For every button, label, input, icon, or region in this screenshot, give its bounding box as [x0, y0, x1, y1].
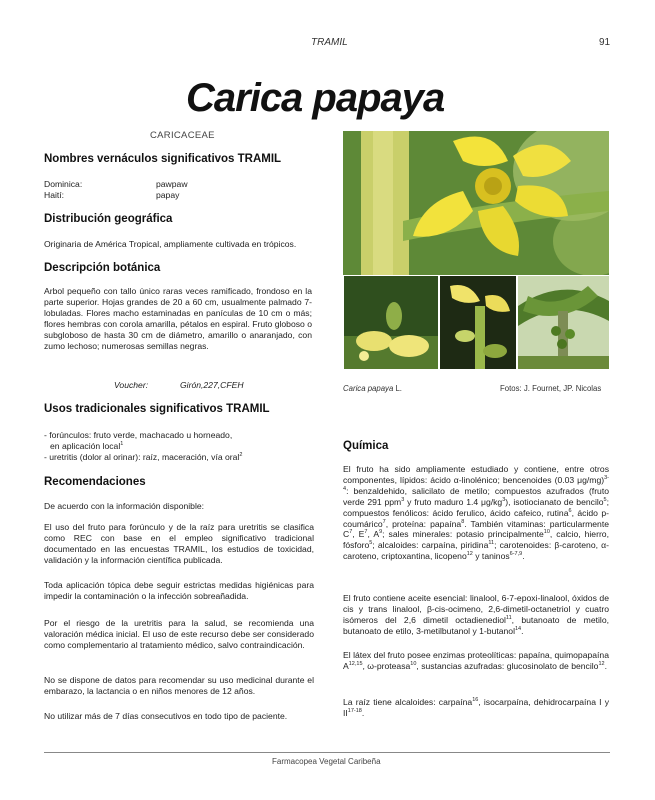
- footer-text: Farmacopea Vegetal Caribeña: [272, 757, 381, 766]
- distribution-heading: Distribución geográfica: [44, 213, 173, 225]
- chem-text: , A: [367, 529, 380, 540]
- use-item-2-text: - uretritis (dolor al orinar): raíz, maceración, vía oral: [44, 452, 240, 462]
- caption-species: Carica papaya: [343, 384, 394, 393]
- chem-text: .: [604, 660, 607, 671]
- chem-ref: 10: [410, 661, 417, 668]
- chem-ref: 3: [502, 496, 506, 503]
- vernacular-place: Dominica:: [44, 179, 83, 189]
- family-name: CARICACEAE: [150, 130, 215, 141]
- figure-caption: [343, 384, 402, 393]
- use-item-1: [44, 430, 232, 440]
- chem-text: , calcio, hierro, fósforo: [343, 529, 609, 551]
- use-item-1-cont: [50, 441, 123, 451]
- botanical-heading: Descripción botánica: [44, 262, 161, 274]
- chem-text: .: [522, 551, 525, 562]
- chemistry-paragraph-3: [343, 650, 609, 672]
- chem-text: , ácido p-coumárico: [343, 507, 609, 529]
- botanical-text: [44, 286, 312, 351]
- flowers-photo-1: [344, 276, 438, 369]
- distribution-text: Originaria de América Tropical, ampliamente cultivada en trópicos.: [44, 239, 297, 249]
- main-flower-photo: [343, 131, 609, 275]
- chem-ref: 9: [379, 529, 383, 536]
- recommendations-text: [44, 501, 314, 512]
- chem-ref: 3: [401, 496, 405, 503]
- chemistry-paragraph-4: [343, 697, 609, 719]
- chem-text: , proteína: papaína: [385, 518, 462, 529]
- chem-text: y fruto maduro 1.4 μg/kg: [404, 496, 503, 507]
- chem-text: El látex del fruto posee enzimas proteolíticas: papaína, quimopapaína A: [343, 650, 609, 671]
- use-item-1-line-2: en aplicación local: [50, 441, 121, 451]
- recommendation-paragraph: Por el riesgo de la uretritis para la salud, se recomienda una valoración médica inicial. El uso de este recurso debe ser considerado como complementario al tratamiento médico, salvo contraindicación.: [44, 618, 314, 650]
- recommendations-heading: Recomendaciones: [44, 476, 146, 488]
- vernacular-name: pawpaw: [156, 179, 188, 189]
- chem-ref: 12: [466, 551, 473, 558]
- chem-ref: 11: [505, 614, 512, 621]
- chem-ref: 6-7,9: [509, 551, 523, 558]
- species-title: Carica papaya: [186, 76, 445, 120]
- chemistry-paragraph-2: [343, 593, 609, 637]
- papaya-tree-photo: [518, 276, 609, 369]
- chem-text: , sustancias azufradas: glucosinolato de bencilo: [416, 660, 599, 671]
- use-item-2-ref: 2: [239, 452, 243, 459]
- use-item-2: [44, 452, 242, 462]
- chem-text: , isocarpaína, dehidrocarpaína I y II: [343, 697, 609, 718]
- chem-text: ; carotenoides: β-caroteno, α-caroteno, criptoxantina, licopeno: [343, 540, 609, 562]
- chem-ref: 14: [515, 625, 522, 632]
- chemistry-heading: Química: [343, 440, 389, 452]
- flowers-illustration-1: [344, 276, 438, 369]
- recommendation-paragraph: Toda aplicación tópica debe seguir estrictas medidas higiénicas para impedir la contaminación o la infección sobreañadida.: [44, 580, 314, 601]
- voucher-value: Girón,227,CFEH: [180, 380, 244, 390]
- voucher-label: Voucher:: [114, 380, 149, 390]
- chem-ref: 17-18: [347, 708, 362, 715]
- recommendations-text: [44, 618, 314, 651]
- photo-credits: Fotos: J. Fournet, JP. Nicolas: [500, 384, 602, 393]
- running-header: TRAMIL: [311, 37, 348, 48]
- chem-text: El fruto contiene aceite esencial: linalool, 6-7-epoxi-linalool, óxidos de cis y trans linalool, β-cis-ocimeno, 2,6-dimetil-octanetriol y cuatro isómeros del 2,6 dimetil octadienediol: [343, 593, 609, 625]
- chem-ref: 12: [598, 661, 605, 668]
- flower-illustration: [343, 131, 609, 275]
- chem-ref: 8: [461, 518, 465, 525]
- uses-heading: Usos tradicionales significativos TRAMIL: [44, 403, 270, 415]
- chem-text: y taninos: [472, 551, 510, 562]
- chem-text: , E: [352, 529, 365, 540]
- chem-ref: 16: [472, 697, 479, 704]
- chemistry-paragraph-1: [343, 464, 609, 562]
- vernacular-name: papay: [156, 190, 180, 200]
- papaya-tree-illustration: [518, 276, 609, 369]
- chem-text: ; compuestos fenólicos: ácido ferulico, ácido cafeico, rutina: [343, 496, 609, 518]
- chem-text: , butanoato de metilo, butanoato de etilo, 3-metilbutanol y 1-butanol: [343, 614, 609, 636]
- vernacular-place: Haití:: [44, 190, 65, 200]
- chem-ref: 12,15: [348, 661, 363, 668]
- recommendation-paragraph: El uso del fruto para forúnculo y de la raíz para uretritis se clasifica como REC con base en el empleo significativo tradicional documentado en las encuestas TRAMIL, los estudios de toxicidad, validación y la información científica publicada.: [44, 522, 314, 565]
- use-item-1-ref: 1: [120, 441, 124, 448]
- flowers-illustration-2: [440, 276, 516, 369]
- chem-ref: 3-4: [343, 475, 609, 492]
- chem-text: ; sales minerales: potasio principalmente: [382, 529, 544, 540]
- chem-text: .: [361, 707, 365, 718]
- chem-ref: 6: [568, 507, 572, 514]
- chem-text: . También vitaminas: particularmente C: [343, 518, 609, 540]
- chem-text: , ω-proteasa: [362, 660, 411, 671]
- chem-text: La raíz tiene alcaloides: carpaína: [343, 697, 473, 707]
- chem-ref: 10: [543, 529, 550, 536]
- chem-text: El fruto ha sido ampliamente estudiado y contiene, entre otros componentes, lípidos: ácido α-linolénico; bencenoides (0.03 μg/mg): [343, 464, 609, 485]
- botanical-paragraph: Arbol pequeño con tallo único raras veces ramificado, frondoso en la parte superior. Hojas grandes de 20 a 60 cm, usualmente palmado 7-lobuladas. Flores macho estaminadas en panículas de 10 cm o más; flores hembras con corola amarilla, pétalos en espiral. Fruto globoso o subgloboso de hasta 30 cm de diámetro, amarillo o anaranjado, con zumo lechoso; numerosas semillas negras.: [44, 286, 312, 351]
- recommendations-text: [44, 580, 314, 602]
- vernacular-heading: Nombres vernáculos significativos TRAMIL: [44, 153, 282, 165]
- caption-author: L.: [395, 384, 402, 393]
- chem-text: : benzaldehido, salicilato de metilo; compuestos azufrados (fruto verde 291 ppm: [343, 485, 609, 507]
- chem-ref: 7: [382, 518, 386, 525]
- use-item-1-line-1: - forúnculos: fruto verde, machacado u horneado,: [44, 430, 233, 440]
- footer-rule: [44, 752, 610, 753]
- recommendations-text: [44, 675, 314, 697]
- recommendations-text: [44, 711, 314, 722]
- chem-ref: 7: [349, 529, 353, 536]
- chem-ref: 5: [603, 496, 607, 503]
- chem-ref: 7: [364, 529, 368, 536]
- chem-ref: 11: [488, 540, 495, 547]
- page-number: 91: [599, 37, 611, 48]
- recommendation-paragraph: No se dispone de datos para recomendar su uso medicinal durante el embarazo, la lactancia o en niños menores de 12 años.: [44, 675, 314, 696]
- recommendation-paragraph: No utilizar más de 7 días consecutivos en todo tipo de paciente.: [44, 711, 288, 721]
- chem-text: .: [521, 625, 524, 636]
- chem-text: ; alcaloides: carpaína, piridina: [372, 540, 489, 551]
- flowers-photo-2: [440, 276, 516, 369]
- recommendation-paragraph: De acuerdo con la información disponible:: [44, 501, 205, 511]
- recommendations-text: [44, 522, 314, 566]
- chem-ref: 5: [369, 540, 373, 547]
- chem-text: ), isotiocianato de bencilo: [505, 496, 604, 507]
